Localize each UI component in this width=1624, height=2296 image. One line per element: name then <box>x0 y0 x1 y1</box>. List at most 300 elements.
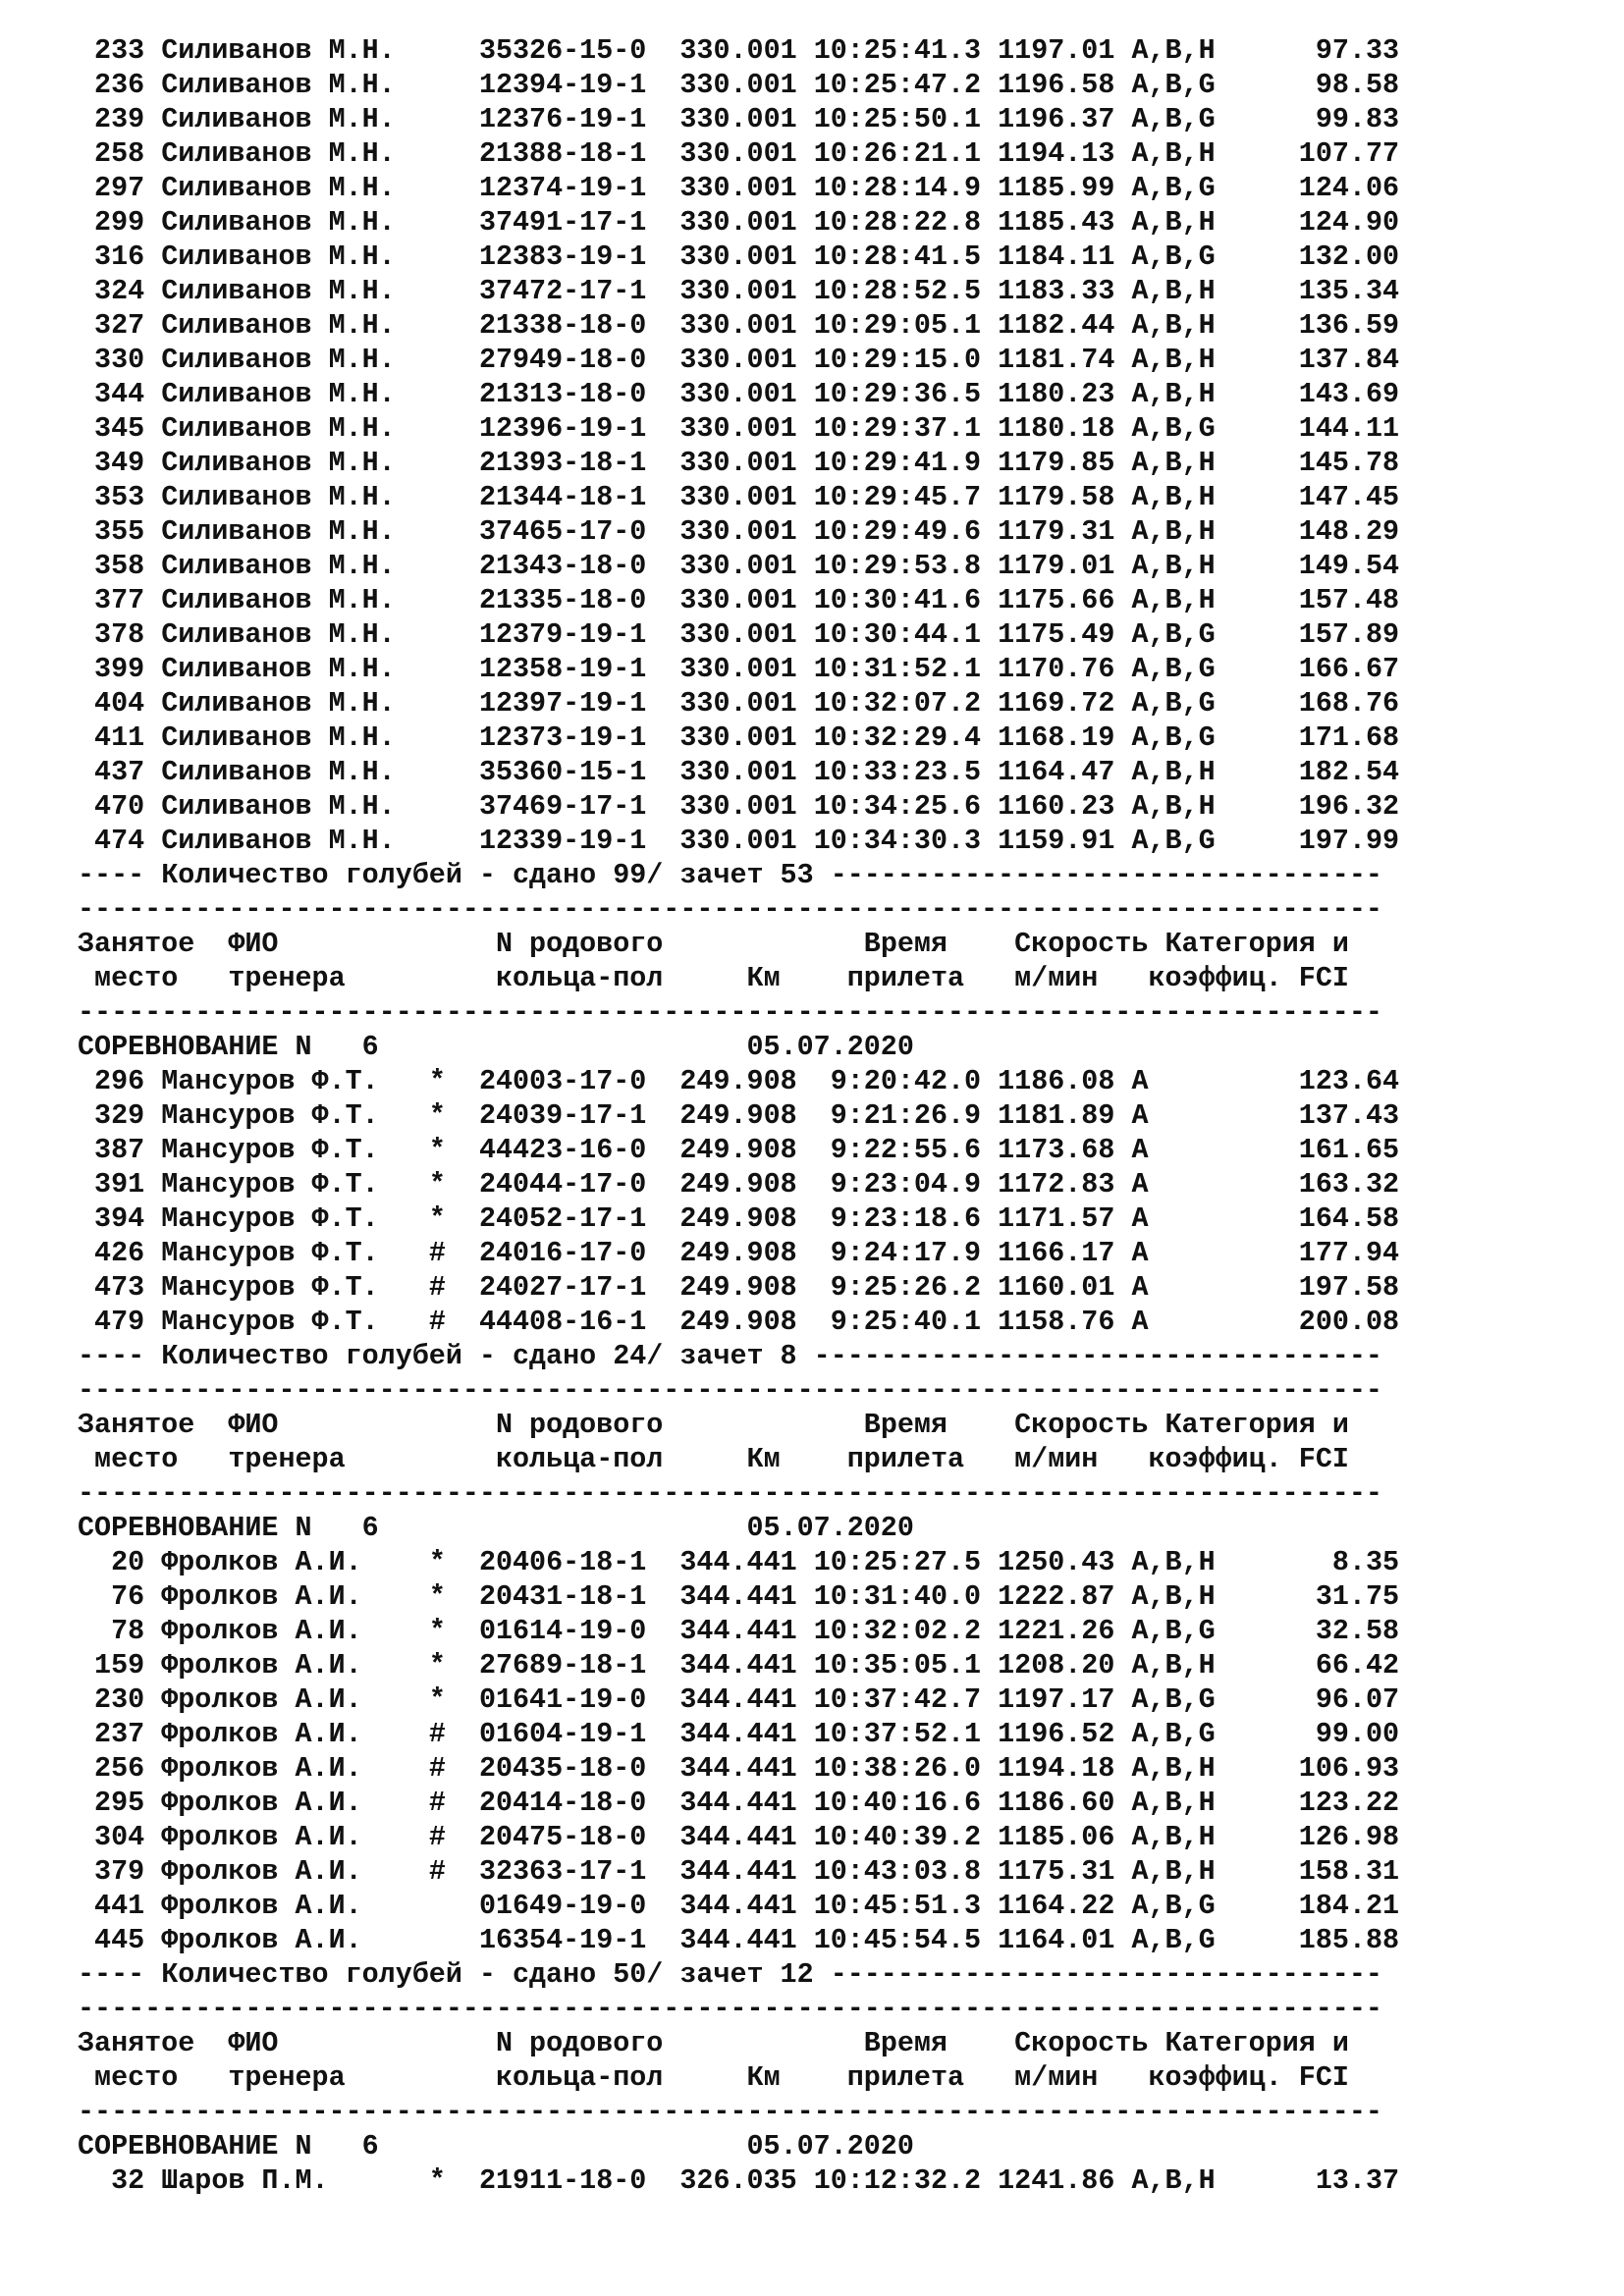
arrival-time-cell: 10:33:23.5 <box>796 756 982 788</box>
speed-cell: 1196.52 <box>998 1718 1115 1750</box>
arrival-time-cell: 10:32:29.4 <box>796 721 982 754</box>
speed-cell: 1160.23 <box>998 790 1115 823</box>
place-cell: 239 <box>78 103 145 135</box>
results-document <box>78 33 1550 2198</box>
trainer-name-cell: Шаров П.М. <box>161 2164 429 2197</box>
trainer-name-cell: Мансуров Ф.Т. <box>161 1306 429 1338</box>
speed-cell: 1183.33 <box>998 275 1115 307</box>
table-row <box>78 274 1550 308</box>
distance-cell: 330.001 <box>679 378 797 410</box>
place-cell: 387 <box>78 1134 145 1166</box>
distance-cell: 330.001 <box>679 790 797 823</box>
col-name-subheader: тренера <box>228 2061 496 2094</box>
distance-cell: 344.441 <box>679 1546 797 1578</box>
coefficient-cell: 107.77 <box>1215 137 1400 170</box>
place-cell: 358 <box>78 550 145 582</box>
distance-cell: 330.001 <box>679 309 797 342</box>
summary-line: ---- Количество голубей - сдано 50/ зачет 12 --------------------------------- <box>78 1958 1382 1991</box>
coefficient-cell: 137.84 <box>1215 344 1400 376</box>
mark-cell: # <box>428 1855 479 1888</box>
speed-cell: 1196.37 <box>998 103 1115 135</box>
table-row <box>78 446 1550 480</box>
arrival-time-cell: 10:30:41.6 <box>796 584 982 616</box>
trainer-name-cell: Силиванов М.Н. <box>161 515 429 548</box>
category-cell: A,B,G <box>1131 1615 1216 1647</box>
speed-cell: 1185.43 <box>998 206 1115 239</box>
place-cell: 391 <box>78 1168 145 1201</box>
trainer-name-cell: Силиванов М.Н. <box>161 103 429 135</box>
trainer-name-cell: Фролков А.И. <box>161 1890 429 1922</box>
competition-label: СОРЕВНОВАНИЕ N 6 <box>78 2130 747 2163</box>
table-row <box>78 68 1550 102</box>
arrival-time-cell: 10:29:45.7 <box>796 481 982 513</box>
table-header-line-2 <box>78 1442 1550 1476</box>
speed-cell: 1160.01 <box>998 1271 1115 1304</box>
speed-cell: 1164.22 <box>998 1890 1115 1922</box>
table-row <box>78 1133 1550 1167</box>
table-row <box>78 686 1550 721</box>
table-header-line-1 <box>78 927 1550 961</box>
ring-number-cell: 12394-19-1 <box>478 69 647 101</box>
ring-number-cell: 20406-18-1 <box>478 1546 647 1578</box>
col-speed-subheader: м/мин <box>1014 962 1149 994</box>
place-cell: 295 <box>78 1787 145 1819</box>
ring-number-cell: 37469-17-1 <box>478 790 647 823</box>
competition-label: СОРЕВНОВАНИЕ N 6 <box>78 1031 747 1063</box>
coefficient-cell: 197.58 <box>1215 1271 1400 1304</box>
mark-cell: # <box>428 1237 479 1269</box>
coefficient-cell: 168.76 <box>1215 687 1400 720</box>
trainer-name-cell: Силиванов М.Н. <box>161 550 429 582</box>
table-row <box>78 1579 1550 1614</box>
table-row <box>78 1751 1550 1786</box>
arrival-time-cell: 10:38:26.0 <box>796 1752 982 1785</box>
mark-cell: * <box>428 1580 479 1613</box>
table-row <box>78 308 1550 343</box>
ring-number-cell: 37491-17-1 <box>478 206 647 239</box>
coefficient-cell: 145.78 <box>1215 447 1400 479</box>
trainer-name-cell: Силиванов М.Н. <box>161 275 429 307</box>
table-row <box>78 240 1550 274</box>
speed-cell: 1241.86 <box>998 2164 1115 2197</box>
speed-cell: 1208.20 <box>998 1649 1115 1682</box>
speed-cell: 1184.11 <box>998 240 1115 273</box>
speed-cell: 1221.26 <box>998 1615 1115 1647</box>
summary-line: ---- Количество голубей - сдано 99/ зачет 53 --------------------------------- <box>78 859 1382 891</box>
trainer-name-cell: Фролков А.И. <box>161 1752 429 1785</box>
distance-cell: 344.441 <box>679 1683 797 1716</box>
category-cell: A,B,G <box>1131 825 1216 857</box>
ring-number-cell: 20431-18-1 <box>478 1580 647 1613</box>
arrival-time-cell: 10:40:39.2 <box>796 1821 982 1853</box>
competition-date: 05.07.2020 <box>746 1512 914 1544</box>
distance-cell: 330.001 <box>679 172 797 204</box>
arrival-time-cell: 10:31:40.0 <box>796 1580 982 1613</box>
arrival-time-cell: 10:28:41.5 <box>796 240 982 273</box>
place-cell: 329 <box>78 1099 145 1132</box>
competition-line <box>78 1511 1550 1545</box>
distance-cell: 330.001 <box>679 687 797 720</box>
arrival-time-cell: 10:34:30.3 <box>796 825 982 857</box>
col-ring-subheader: кольца-пол <box>495 1443 747 1475</box>
category-cell: A,B,H <box>1131 481 1216 513</box>
distance-cell: 249.908 <box>679 1065 797 1097</box>
trainer-name-cell: Силиванов М.Н. <box>161 687 429 720</box>
category-cell: A,B,H <box>1131 756 1216 788</box>
speed-cell: 1185.99 <box>998 172 1115 204</box>
arrival-time-cell: 9:20:42.0 <box>796 1065 982 1097</box>
category-cell: A,B,H <box>1131 2164 1216 2197</box>
arrival-time-cell: 10:37:42.7 <box>796 1683 982 1716</box>
category-cell: A,B,H <box>1131 275 1216 307</box>
category-cell: A,B,H <box>1131 447 1216 479</box>
coefficient-cell: 126.98 <box>1215 1821 1400 1853</box>
speed-cell: 1222.87 <box>998 1580 1115 1613</box>
coefficient-cell: 158.31 <box>1215 1855 1400 1888</box>
coefficient-cell: 99.00 <box>1215 1718 1400 1750</box>
speed-cell: 1179.58 <box>998 481 1115 513</box>
distance-cell: 249.908 <box>679 1306 797 1338</box>
trainer-name-cell: Силиванов М.Н. <box>161 481 429 513</box>
mark-cell: * <box>428 1134 479 1166</box>
col-category-header: Категория и <box>1164 2027 1349 2059</box>
mark-cell <box>429 790 479 823</box>
speed-cell: 1171.57 <box>998 1202 1115 1235</box>
mark-cell <box>429 172 479 204</box>
arrival-time-cell: 10:32:02.2 <box>796 1615 982 1647</box>
mark-cell: # <box>428 1752 479 1785</box>
category-cell: A,B,H <box>1131 378 1216 410</box>
category-cell: A,B,G <box>1131 69 1216 101</box>
trainer-name-cell: Фролков А.И. <box>161 1718 429 1750</box>
speed-cell: 1186.60 <box>998 1787 1115 1819</box>
mark-cell <box>429 240 479 273</box>
coefficient-cell: 143.69 <box>1215 378 1400 410</box>
col-ring-subheader: кольца-пол <box>495 2061 747 2094</box>
place-cell: 411 <box>78 721 145 754</box>
mark-cell <box>429 721 479 754</box>
coefficient-cell: 171.68 <box>1215 721 1400 754</box>
ring-number-cell: 12397-19-1 <box>478 687 647 720</box>
place-cell: 404 <box>78 687 145 720</box>
ring-number-cell: 35326-15-0 <box>478 34 647 67</box>
category-cell: A,B,H <box>1131 515 1216 548</box>
trainer-name-cell: Мансуров Ф.Т. <box>161 1168 429 1201</box>
ring-number-cell: 01614-19-0 <box>478 1615 647 1647</box>
coefficient-cell: 98.58 <box>1215 69 1400 101</box>
coefficient-cell: 177.94 <box>1215 1237 1400 1269</box>
place-cell: 377 <box>78 584 145 616</box>
table-header-line-1 <box>78 1408 1550 1442</box>
col-time-header: Время <box>863 1409 1015 1441</box>
mark-cell: * <box>428 1065 479 1097</box>
pigeon-count-summary: Количество голубей - сдано 24/ зачет 8 <box>161 1340 797 1372</box>
ring-number-cell: 24027-17-1 <box>478 1271 647 1304</box>
trainer-name-cell: Силиванов М.Н. <box>161 34 429 67</box>
table-row <box>78 1889 1550 1923</box>
category-cell: A,B,H <box>1131 1546 1216 1578</box>
separator-line: ------------------------------------------------------------------------------ <box>78 1993 1382 2025</box>
distance-cell: 330.001 <box>679 34 797 67</box>
competition-date: 05.07.2020 <box>746 2130 914 2163</box>
coefficient-cell: 32.58 <box>1215 1615 1400 1647</box>
ring-number-cell: 21344-18-1 <box>478 481 647 513</box>
distance-cell: 330.001 <box>679 515 797 548</box>
ring-number-cell: 21393-18-1 <box>478 447 647 479</box>
mark-cell <box>429 69 479 101</box>
coefficient-cell: 99.83 <box>1215 103 1400 135</box>
table-row <box>78 1717 1550 1751</box>
arrival-time-cell: 9:21:26.9 <box>796 1099 982 1132</box>
table-row <box>78 583 1550 617</box>
speed-cell: 1179.85 <box>998 447 1115 479</box>
col-category-subheader: коэффиц. FCI <box>1148 962 1349 994</box>
col-ring-subheader: кольца-пол <box>495 962 747 994</box>
mark-cell <box>429 618 479 651</box>
mark-cell <box>429 34 479 67</box>
mark-cell: * <box>428 1168 479 1201</box>
trainer-name-cell: Силиванов М.Н. <box>161 378 429 410</box>
arrival-time-cell: 10:29:05.1 <box>796 309 982 342</box>
arrival-time-cell: 10:25:50.1 <box>796 103 982 135</box>
place-cell: 399 <box>78 653 145 685</box>
trainer-name-cell: Силиванов М.Н. <box>161 653 429 685</box>
trainer-name-cell: Силиванов М.Н. <box>161 69 429 101</box>
mark-cell <box>429 584 479 616</box>
trainer-name-cell: Фролков А.И. <box>161 1649 429 1682</box>
ring-number-cell: 21335-18-0 <box>478 584 647 616</box>
place-cell: 479 <box>78 1306 145 1338</box>
table-row <box>78 1098 1550 1133</box>
ring-number-cell: 20475-18-0 <box>478 1821 647 1853</box>
coefficient-cell: 136.59 <box>1215 309 1400 342</box>
coefficient-cell: 147.45 <box>1215 481 1400 513</box>
category-cell: A,B,G <box>1131 1683 1216 1716</box>
coefficient-cell: 163.32 <box>1215 1168 1400 1201</box>
category-cell: A <box>1131 1306 1216 1338</box>
coefficient-cell: 157.48 <box>1215 584 1400 616</box>
ring-number-cell: 37465-17-0 <box>478 515 647 548</box>
distance-cell: 330.001 <box>679 344 797 376</box>
place-cell: 32 <box>78 2164 145 2197</box>
ring-number-cell: 24016-17-0 <box>478 1237 647 1269</box>
place-cell: 474 <box>78 825 145 857</box>
table-row <box>78 377 1550 411</box>
col-ring-header: N родового <box>495 1409 864 1441</box>
table-row <box>78 33 1550 68</box>
arrival-time-cell: 10:29:15.0 <box>796 344 982 376</box>
table-row <box>78 549 1550 583</box>
trainer-name-cell: Силиванов М.Н. <box>161 309 429 342</box>
col-ring-header: N родового <box>495 2027 864 2059</box>
mark-cell <box>429 137 479 170</box>
separator-line: ------------------------------------------------------------------------------ <box>78 1374 1382 1407</box>
col-name-header: ФИО <box>228 928 496 960</box>
distance-cell: 326.035 <box>679 2164 797 2197</box>
arrival-time-cell: 10:28:22.8 <box>796 206 982 239</box>
speed-cell: 1164.01 <box>998 1924 1115 1956</box>
separator-line: ------------------------------------------------------------------------------ <box>78 1477 1382 1510</box>
col-speed-header: Скорость <box>1014 1409 1165 1441</box>
arrival-time-cell: 10:12:32.2 <box>796 2164 982 2197</box>
category-cell: A,B,G <box>1131 103 1216 135</box>
coefficient-cell: 197.99 <box>1215 825 1400 857</box>
col-speed-header: Скорость <box>1014 928 1165 960</box>
col-place-subheader: место <box>94 2061 229 2094</box>
coefficient-cell: 123.22 <box>1215 1787 1400 1819</box>
trainer-name-cell: Фролков А.И. <box>161 1821 429 1853</box>
mark-cell <box>429 481 479 513</box>
col-time-header: Время <box>863 2027 1015 2059</box>
ring-number-cell: 16354-19-1 <box>478 1924 647 1956</box>
place-cell: 378 <box>78 618 145 651</box>
col-category-subheader: коэффиц. FCI <box>1148 1443 1349 1475</box>
speed-cell: 1179.01 <box>998 550 1115 582</box>
arrival-time-cell: 10:29:49.6 <box>796 515 982 548</box>
distance-cell: 344.441 <box>679 1752 797 1785</box>
table-row <box>78 480 1550 514</box>
speed-cell: 1159.91 <box>998 825 1115 857</box>
table-row <box>78 1614 1550 1648</box>
table-row <box>78 1854 1550 1889</box>
mark-cell <box>429 515 479 548</box>
separator-line: ------------------------------------------------------------------------------ <box>78 996 1382 1029</box>
col-ring-header: N родового <box>495 928 864 960</box>
speed-cell: 1180.23 <box>998 378 1115 410</box>
ring-number-cell: 44423-16-0 <box>478 1134 647 1166</box>
place-cell: 473 <box>78 1271 145 1304</box>
col-km-header: Км <box>746 962 847 994</box>
trainer-name-cell: Мансуров Ф.Т. <box>161 1271 429 1304</box>
coefficient-cell: 149.54 <box>1215 550 1400 582</box>
mark-cell: * <box>428 2164 479 2197</box>
mark-cell: # <box>428 1787 479 1819</box>
distance-cell: 344.441 <box>679 1924 797 1956</box>
arrival-time-cell: 10:45:54.5 <box>796 1924 982 1956</box>
place-cell: 296 <box>78 1065 145 1097</box>
arrival-time-cell: 10:29:37.1 <box>796 412 982 445</box>
distance-cell: 330.001 <box>679 825 797 857</box>
speed-cell: 1166.17 <box>998 1237 1115 1269</box>
place-cell: 304 <box>78 1821 145 1853</box>
arrival-time-cell: 9:22:55.6 <box>796 1134 982 1166</box>
coefficient-cell: 148.29 <box>1215 515 1400 548</box>
speed-cell: 1164.47 <box>998 756 1115 788</box>
distance-cell: 330.001 <box>679 206 797 239</box>
ring-number-cell: 12376-19-1 <box>478 103 647 135</box>
coefficient-cell: 144.11 <box>1215 412 1400 445</box>
mark-cell <box>429 412 479 445</box>
category-cell: A,B,H <box>1131 34 1216 67</box>
category-cell: A,B,H <box>1131 550 1216 582</box>
mark-cell: * <box>428 1546 479 1578</box>
distance-cell: 330.001 <box>679 240 797 273</box>
mark-cell <box>429 275 479 307</box>
mark-cell: * <box>428 1615 479 1647</box>
col-speed-subheader: м/мин <box>1014 1443 1149 1475</box>
trainer-name-cell: Фролков А.И. <box>161 1787 429 1819</box>
trainer-name-cell: Силиванов М.Н. <box>161 825 429 857</box>
trainer-name-cell: Фролков А.И. <box>161 1580 429 1613</box>
coefficient-cell: 157.89 <box>1215 618 1400 651</box>
coefficient-cell: 123.64 <box>1215 1065 1400 1097</box>
place-cell: 330 <box>78 344 145 376</box>
coefficient-cell: 185.88 <box>1215 1924 1400 1956</box>
trainer-name-cell: Мансуров Ф.Т. <box>161 1237 429 1269</box>
category-cell: A,B,H <box>1131 344 1216 376</box>
coefficient-cell: 66.42 <box>1215 1649 1400 1682</box>
table-row <box>78 514 1550 549</box>
col-time-subheader: прилета <box>846 2061 1015 2094</box>
category-cell: A <box>1131 1099 1216 1132</box>
arrival-time-cell: 10:32:07.2 <box>796 687 982 720</box>
ring-number-cell: 20435-18-0 <box>478 1752 647 1785</box>
distance-cell: 344.441 <box>679 1580 797 1613</box>
distance-cell: 344.441 <box>679 1649 797 1682</box>
table-row <box>78 1682 1550 1717</box>
mark-cell <box>429 653 479 685</box>
arrival-time-cell: 9:23:18.6 <box>796 1202 982 1235</box>
arrival-time-cell: 10:35:05.1 <box>796 1649 982 1682</box>
speed-cell: 1180.18 <box>998 412 1115 445</box>
place-cell: 345 <box>78 412 145 445</box>
table-row <box>78 1545 1550 1579</box>
ring-number-cell: 24003-17-0 <box>478 1065 647 1097</box>
distance-cell: 249.908 <box>679 1134 797 1166</box>
distance-cell: 330.001 <box>679 447 797 479</box>
place-cell: 379 <box>78 1855 145 1888</box>
ring-number-cell: 21388-18-1 <box>478 137 647 170</box>
arrival-time-cell: 10:37:52.1 <box>796 1718 982 1750</box>
col-time-subheader: прилета <box>846 1443 1015 1475</box>
table-row <box>78 205 1550 240</box>
ring-number-cell: 12358-19-1 <box>478 653 647 685</box>
table-row <box>78 1167 1550 1201</box>
distance-cell: 330.001 <box>679 103 797 135</box>
trainer-name-cell: Силиванов М.Н. <box>161 721 429 754</box>
table-row <box>78 755 1550 789</box>
coefficient-cell: 164.58 <box>1215 1202 1400 1235</box>
table-row <box>78 171 1550 205</box>
arrival-time-cell: 10:29:36.5 <box>796 378 982 410</box>
ring-number-cell: 24039-17-1 <box>478 1099 647 1132</box>
speed-cell: 1175.31 <box>998 1855 1115 1888</box>
col-name-subheader: тренера <box>228 962 496 994</box>
category-cell: A,B,G <box>1131 172 1216 204</box>
ring-number-cell: 21911-18-0 <box>478 2164 647 2197</box>
place-cell: 237 <box>78 1718 145 1750</box>
trainer-name-cell: Силиванов М.Н. <box>161 240 429 273</box>
mark-cell <box>429 103 479 135</box>
arrival-time-cell: 10:26:21.1 <box>796 137 982 170</box>
category-cell: A,B,H <box>1131 584 1216 616</box>
place-cell: 299 <box>78 206 145 239</box>
trainer-name-cell: Мансуров Ф.Т. <box>161 1065 429 1097</box>
mark-cell: * <box>428 1649 479 1682</box>
col-name-header: ФИО <box>228 1409 496 1441</box>
trainer-name-cell: Силиванов М.Н. <box>161 618 429 651</box>
trainer-name-cell: Силиванов М.Н. <box>161 584 429 616</box>
coefficient-cell: 124.06 <box>1215 172 1400 204</box>
speed-cell: 1194.18 <box>998 1752 1115 1785</box>
category-cell: A,B,G <box>1131 1924 1216 1956</box>
speed-cell: 1169.72 <box>998 687 1115 720</box>
ring-number-cell: 01604-19-1 <box>478 1718 647 1750</box>
table-row <box>78 1786 1550 1820</box>
place-cell: 426 <box>78 1237 145 1269</box>
arrival-time-cell: 10:25:27.5 <box>796 1546 982 1578</box>
mark-cell <box>429 344 479 376</box>
